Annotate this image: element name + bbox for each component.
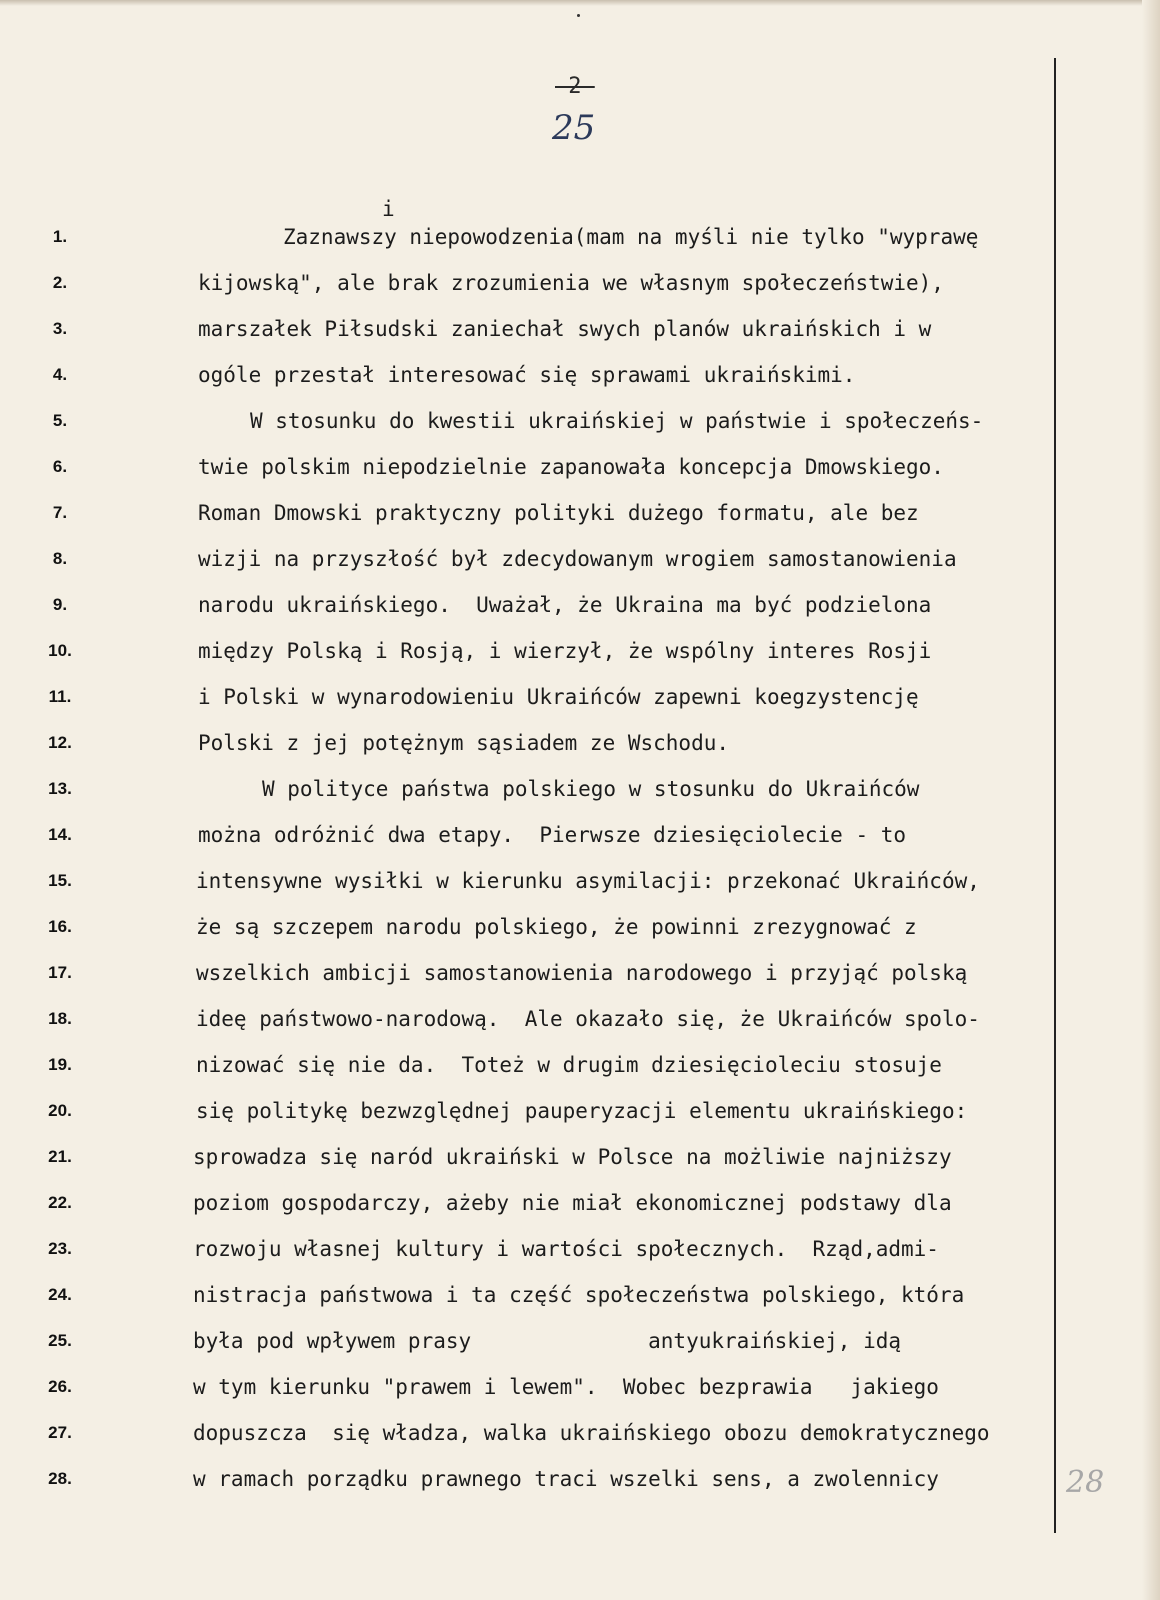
line-number: 26. bbox=[48, 1377, 72, 1396]
line-number: 3. bbox=[52, 319, 68, 338]
text-line bbox=[0, 1226, 1160, 1272]
handwritten-page-number: 25 bbox=[552, 108, 596, 148]
line-number: 1. bbox=[52, 227, 68, 246]
text-line bbox=[0, 1180, 1160, 1226]
text-line-content: i Polski w wynarodowieniu Ukraińców zapewni koegzystencję bbox=[198, 685, 919, 709]
text-line bbox=[0, 1318, 1160, 1364]
text-line bbox=[0, 398, 1160, 444]
typed-body-text bbox=[0, 214, 1160, 1502]
paper-top-edge bbox=[0, 0, 1160, 6]
line-number: 14. bbox=[48, 825, 72, 844]
line-number: 4. bbox=[52, 365, 68, 384]
text-line bbox=[0, 1410, 1160, 1456]
line-number: 18. bbox=[48, 1009, 72, 1028]
inserted-letter: i bbox=[382, 197, 395, 221]
line-number: 6. bbox=[52, 457, 68, 476]
text-line bbox=[0, 582, 1160, 628]
text-line-content: ideę państwowo-narodową. Ale okazało się, że Ukraińców spolo- bbox=[196, 1007, 980, 1031]
text-line bbox=[0, 352, 1160, 398]
text-line bbox=[0, 720, 1160, 766]
text-line bbox=[0, 1134, 1160, 1180]
text-line-content: poziom gospodarczy, ażeby nie miał ekonomicznej podstawy dla bbox=[193, 1191, 952, 1215]
typed-page-number: -2- bbox=[555, 74, 595, 99]
line-number: 17. bbox=[48, 963, 72, 982]
text-line-content: Roman Dmowski praktyczny polityki dużego formatu, ale bez bbox=[198, 501, 919, 525]
line-number: 12. bbox=[48, 733, 72, 752]
line-number: 21. bbox=[48, 1147, 72, 1166]
line-number: 7. bbox=[52, 503, 68, 522]
text-line-content: Polski z jej potężnym sąsiadem ze Wschodu. bbox=[198, 731, 730, 755]
text-line bbox=[0, 1456, 1160, 1502]
text-line-content: W polityce państwa polskiego w stosunku do Ukraińców bbox=[262, 777, 920, 801]
line-number: 16. bbox=[48, 917, 72, 936]
line-number: 22. bbox=[48, 1193, 72, 1212]
text-line bbox=[0, 260, 1160, 306]
text-line bbox=[0, 812, 1160, 858]
line-number: 10. bbox=[48, 641, 72, 660]
line-number: 25. bbox=[48, 1331, 72, 1350]
text-line bbox=[0, 306, 1160, 352]
text-line-content: dopuszcza się władza, walka ukraińskiego obozu demokratycznego bbox=[193, 1421, 990, 1445]
text-line-content: ogóle przestał interesować się sprawami ukraińskimi. bbox=[198, 363, 856, 387]
line-number: 24. bbox=[48, 1285, 72, 1304]
text-line-content: twie polskim niepodzielnie zapanowała koncepcja Dmowskiego. bbox=[198, 455, 944, 479]
text-line bbox=[0, 674, 1160, 720]
text-line bbox=[0, 996, 1160, 1042]
text-line bbox=[0, 1364, 1160, 1410]
text-line-content: W stosunku do kwestii ukraińskiej w państwie i społeczeńs- bbox=[250, 409, 984, 433]
text-line bbox=[0, 490, 1160, 536]
text-line-content: była pod wpływem prasy antyukraińskiej, idą bbox=[193, 1329, 902, 1353]
text-line bbox=[0, 214, 1160, 260]
line-number: 2. bbox=[52, 273, 68, 292]
text-line-content: się politykę bezwzględnej pauperyzacji elementu ukraińskiego: bbox=[196, 1099, 968, 1123]
text-line-content: rozwoju własnej kultury i wartości społecznych. Rząd,admi- bbox=[193, 1237, 939, 1261]
text-line bbox=[0, 950, 1160, 996]
text-line-content: można odróżnić dwa etapy. Pierwsze dziesięciolecie - to bbox=[198, 823, 907, 847]
line-number: 13. bbox=[48, 779, 72, 798]
line-number: 28. bbox=[48, 1469, 72, 1488]
line-number: 23. bbox=[48, 1239, 72, 1258]
text-line bbox=[0, 1272, 1160, 1318]
text-line-content: między Polską i Rosją, i wierzył, że wspólny interes Rosji bbox=[198, 639, 932, 663]
text-line bbox=[0, 1042, 1160, 1088]
text-line bbox=[0, 766, 1160, 812]
line-number: 8. bbox=[52, 549, 68, 568]
text-line bbox=[0, 904, 1160, 950]
text-line bbox=[0, 1088, 1160, 1134]
line-number: 5. bbox=[52, 411, 68, 430]
text-line bbox=[0, 858, 1160, 904]
text-line-content: nizować się nie da. Toteż w drugim dziesięcioleciu stosuje bbox=[196, 1053, 942, 1077]
text-line-content: sprowadza się naród ukraiński w Polsce na możliwie najniższy bbox=[193, 1145, 952, 1169]
text-line bbox=[0, 536, 1160, 582]
text-line-content: narodu ukraińskiego. Uważał, że Ukraina ma być podzielona bbox=[198, 593, 932, 617]
line-number: 27. bbox=[48, 1423, 72, 1442]
ink-dot bbox=[577, 14, 580, 17]
text-line bbox=[0, 628, 1160, 674]
line-number: 19. bbox=[48, 1055, 72, 1074]
text-line bbox=[0, 444, 1160, 490]
text-line-content: kijowską", ale brak zrozumienia we własnym społeczeństwie), bbox=[198, 271, 944, 295]
line-number: 20. bbox=[48, 1101, 72, 1120]
text-line-content: w tym kierunku "prawem i lewem". Wobec bezprawia jakiego bbox=[193, 1375, 939, 1399]
handwritten-corner-number: 28 bbox=[1066, 1465, 1105, 1500]
text-line-content: w ramach porządku prawnego traci wszelki sens, a zwolennicy bbox=[193, 1467, 939, 1491]
line-number: 9. bbox=[52, 595, 68, 614]
line-number: 11. bbox=[48, 687, 72, 706]
text-line-content: wszelkich ambicji samostanowienia narodowego i przyjąć polską bbox=[196, 961, 968, 985]
text-line-content: intensywne wysiłki w kierunku asymilacji: przekonać Ukraińców, bbox=[196, 869, 980, 893]
text-line-content: wizji na przyszłość był zdecydowanym wrogiem samostanowienia bbox=[198, 547, 957, 571]
text-line-content: Zaznawszy niepowodzenia(mam na myśli nie tylko "wyprawę bbox=[283, 225, 979, 249]
text-line-content: marszałek Piłsudski zaniechał swych planów ukraińskich i w bbox=[198, 317, 932, 341]
line-number: 15. bbox=[48, 871, 72, 890]
text-line-content: że są szczepem narodu polskiego, że powinni zrezygnować z bbox=[196, 915, 917, 939]
text-line-content: nistracja państwowa i ta część społeczeństwa polskiego, która bbox=[193, 1283, 965, 1307]
